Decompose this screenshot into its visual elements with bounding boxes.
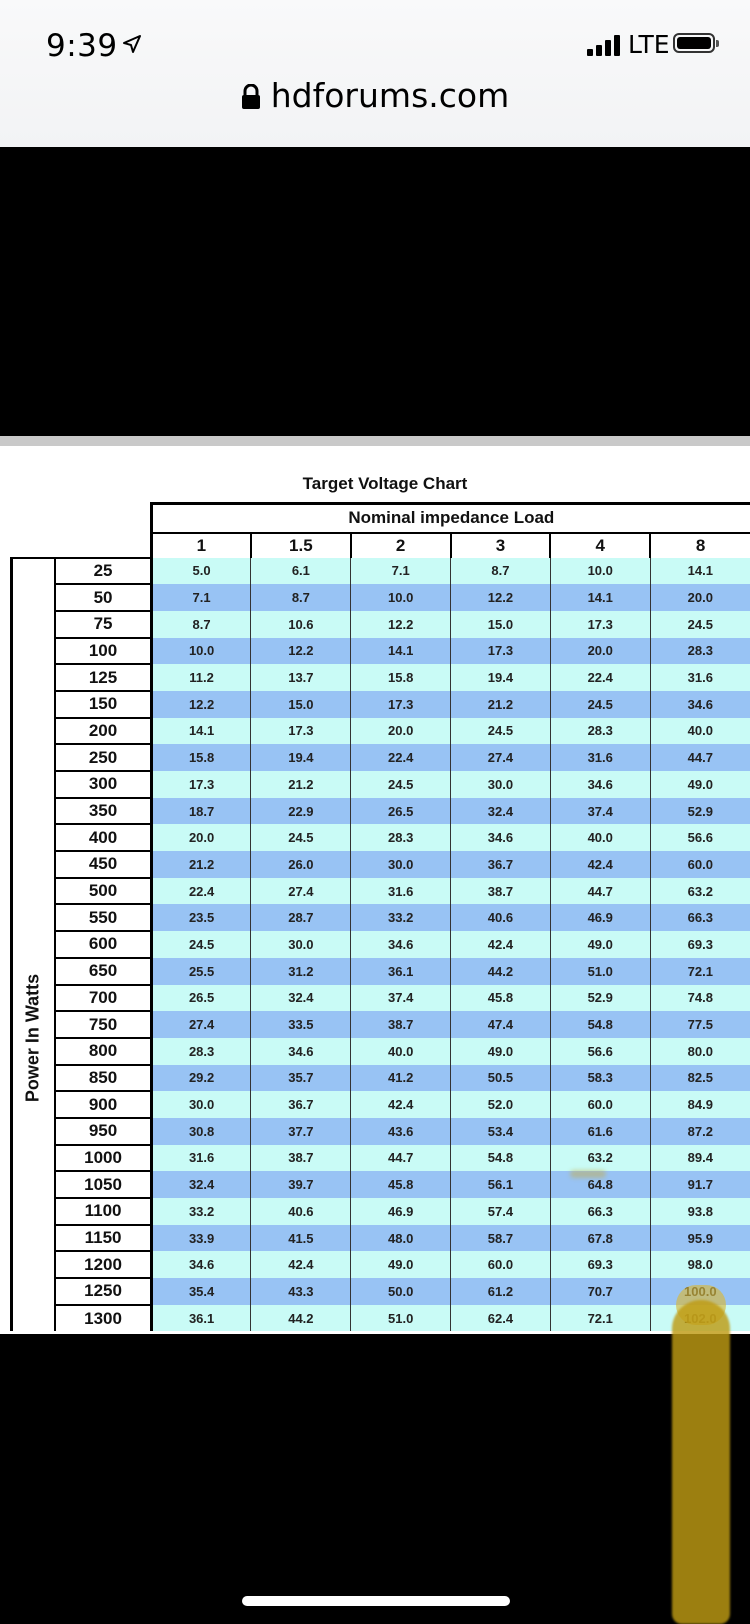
- voltage-cell: 77.5: [650, 1011, 750, 1038]
- voltage-cell: 21.2: [251, 771, 351, 798]
- impedance-header-2: 1.5: [251, 533, 351, 558]
- voltage-cell: 56.6: [650, 824, 750, 851]
- watt-label: 25: [55, 558, 151, 585]
- voltage-cell: 28.7: [251, 904, 351, 931]
- table-row: [12, 558, 750, 585]
- voltage-cell: 49.0: [451, 1038, 551, 1065]
- voltage-cell: 24.5: [650, 611, 750, 638]
- voltage-cell: 27.4: [151, 1011, 251, 1038]
- voltage-cell: 19.4: [451, 664, 551, 691]
- voltage-cell: 80.0: [650, 1038, 750, 1065]
- voltage-cell: 58.7: [451, 1225, 551, 1252]
- address-bar[interactable]: [0, 76, 750, 118]
- impedance-header-5: 4: [550, 533, 650, 558]
- highlight-smudge: [570, 1170, 606, 1178]
- voltage-cell: 30.0: [251, 931, 351, 958]
- voltage-cell: 60.0: [451, 1251, 551, 1278]
- voltage-cell: 10.6: [251, 611, 351, 638]
- watt-label: 150: [55, 691, 151, 718]
- voltage-cell: 34.6: [251, 1038, 351, 1065]
- watt-label: 1300: [55, 1305, 151, 1332]
- voltage-cell: 28.3: [550, 718, 650, 745]
- voltage-cell: 7.1: [151, 584, 251, 611]
- voltage-cell: 17.3: [351, 691, 451, 718]
- voltage-cell: 46.9: [351, 1198, 451, 1225]
- voltage-cell: 15.0: [451, 611, 551, 638]
- voltage-cell: 67.8: [550, 1225, 650, 1252]
- row-axis-label: Power In Watts: [22, 973, 43, 1103]
- voltage-cell: 34.6: [550, 771, 650, 798]
- voltage-cell: 34.6: [351, 931, 451, 958]
- table-row: [12, 1065, 750, 1092]
- voltage-cell: 20.0: [650, 584, 750, 611]
- voltage-cell: 44.2: [451, 958, 551, 985]
- voltage-cell: 35.4: [151, 1278, 251, 1305]
- voltage-cell: 45.8: [351, 1171, 451, 1198]
- voltage-cell: 43.6: [351, 1118, 451, 1145]
- voltage-cell: 63.2: [650, 878, 750, 905]
- watt-label: 1200: [55, 1251, 151, 1278]
- voltage-cell: 72.1: [550, 1305, 650, 1332]
- voltage-cell: 22.4: [550, 664, 650, 691]
- voltage-cell: 60.0: [650, 851, 750, 878]
- voltage-cell: 69.3: [550, 1251, 650, 1278]
- watt-label: 125: [55, 664, 151, 691]
- voltage-cell: 10.0: [550, 558, 650, 585]
- browser-chrome: [0, 0, 750, 147]
- voltage-cell: 54.8: [451, 1145, 551, 1172]
- watt-label: 650: [55, 958, 151, 985]
- voltage-cell: 66.3: [550, 1198, 650, 1225]
- voltage-cell: 22.4: [151, 878, 251, 905]
- voltage-cell: 44.7: [351, 1145, 451, 1172]
- table-row: [12, 904, 750, 931]
- voltage-cell: 27.4: [251, 878, 351, 905]
- voltage-cell: 26.5: [151, 985, 251, 1012]
- voltage-cell: 42.4: [451, 931, 551, 958]
- voltage-cell: 52.0: [451, 1091, 551, 1118]
- table-row: [12, 638, 750, 665]
- table-row: [12, 878, 750, 905]
- table-row: [12, 1091, 750, 1118]
- voltage-cell: 17.3: [151, 771, 251, 798]
- table-row: [12, 1038, 750, 1065]
- voltage-cell: 61.6: [550, 1118, 650, 1145]
- watt-label: 250: [55, 744, 151, 771]
- voltage-cell: 13.7: [251, 664, 351, 691]
- voltage-cell: 41.2: [351, 1065, 451, 1092]
- impedance-header-3: 2: [351, 533, 451, 558]
- cellular-signal-icon: [587, 34, 623, 56]
- watt-label: 550: [55, 904, 151, 931]
- voltage-cell: 33.9: [151, 1225, 251, 1252]
- voltage-cell: 33.2: [151, 1198, 251, 1225]
- impedance-header-1: 1: [151, 533, 251, 558]
- watt-label: 950: [55, 1118, 151, 1145]
- voltage-cell: 26.5: [351, 798, 451, 825]
- table-row: [12, 771, 750, 798]
- voltage-cell: 35.7: [251, 1065, 351, 1092]
- voltage-cell: 39.7: [251, 1171, 351, 1198]
- location-arrow-icon: [122, 26, 142, 62]
- voltage-cell: 22.4: [351, 744, 451, 771]
- voltage-cell: 30.0: [151, 1091, 251, 1118]
- watt-label: 200: [55, 718, 151, 745]
- voltage-cell: 49.0: [550, 931, 650, 958]
- voltage-cell: 19.4: [251, 744, 351, 771]
- voltage-cell: 64.8: [550, 1171, 650, 1198]
- voltage-cell: 12.2: [151, 691, 251, 718]
- voltage-cell: 33.2: [351, 904, 451, 931]
- voltage-cell: 31.6: [650, 664, 750, 691]
- watt-label: 700: [55, 985, 151, 1012]
- voltage-cell: 31.6: [351, 878, 451, 905]
- voltage-cell: 21.2: [451, 691, 551, 718]
- voltage-cell: 98.0: [650, 1251, 750, 1278]
- voltage-cell: 28.3: [151, 1038, 251, 1065]
- voltage-cell: 20.0: [151, 824, 251, 851]
- table-row: [12, 931, 750, 958]
- watt-label: 1150: [55, 1225, 151, 1252]
- voltage-cell: 34.6: [650, 691, 750, 718]
- voltage-cell: 49.0: [351, 1251, 451, 1278]
- watt-label: 850: [55, 1065, 151, 1092]
- voltage-cell: 36.7: [251, 1091, 351, 1118]
- voltage-cell: 5.0: [151, 558, 251, 585]
- voltage-cell: 40.0: [650, 718, 750, 745]
- impedance-header-6: 8: [650, 533, 750, 558]
- voltage-cell: 28.3: [650, 638, 750, 665]
- voltage-cell: 36.7: [451, 851, 551, 878]
- voltage-cell: 31.6: [550, 744, 650, 771]
- voltage-cell: 40.0: [351, 1038, 451, 1065]
- chart-title: Target Voltage Chart: [302, 474, 468, 493]
- voltage-cell: 56.1: [451, 1171, 551, 1198]
- voltage-chart-image: [0, 446, 750, 1334]
- table-row: [12, 1305, 750, 1332]
- voltage-cell: 74.8: [650, 985, 750, 1012]
- voltage-cell: 8.7: [251, 584, 351, 611]
- voltage-cell: 24.5: [151, 931, 251, 958]
- table-row: [12, 691, 750, 718]
- voltage-cell: 15.8: [351, 664, 451, 691]
- voltage-cell: 37.7: [251, 1118, 351, 1145]
- row-axis-cell: [12, 558, 56, 1332]
- voltage-cell: 60.0: [550, 1091, 650, 1118]
- status-time: [46, 26, 142, 64]
- voltage-cell: 25.5: [151, 958, 251, 985]
- voltage-cell: 30.8: [151, 1118, 251, 1145]
- voltage-cell: 21.2: [151, 851, 251, 878]
- watt-label: 600: [55, 931, 151, 958]
- watt-label: 450: [55, 851, 151, 878]
- voltage-cell: 38.7: [251, 1145, 351, 1172]
- voltage-cell: 34.6: [151, 1251, 251, 1278]
- voltage-cell: 40.6: [451, 904, 551, 931]
- table-row: [12, 958, 750, 985]
- voltage-cell: 84.9: [650, 1091, 750, 1118]
- lock-icon: [241, 79, 261, 118]
- table-row: [12, 664, 750, 691]
- table-row: [12, 1225, 750, 1252]
- voltage-cell: 54.8: [550, 1011, 650, 1038]
- watt-label: 1250: [55, 1278, 151, 1305]
- voltage-cell: 47.4: [451, 1011, 551, 1038]
- voltage-cell: 51.0: [351, 1305, 451, 1332]
- voltage-cell: 53.4: [451, 1118, 551, 1145]
- voltage-cell: 24.5: [251, 824, 351, 851]
- voltage-cell: 33.5: [251, 1011, 351, 1038]
- voltage-cell: 30.0: [351, 851, 451, 878]
- voltage-cell: 24.5: [451, 718, 551, 745]
- battery-icon: [673, 33, 715, 53]
- voltage-cell: 91.7: [650, 1171, 750, 1198]
- voltage-cell: 40.6: [251, 1198, 351, 1225]
- watt-label: 400: [55, 824, 151, 851]
- voltage-cell: 42.4: [251, 1251, 351, 1278]
- voltage-cell: 38.7: [451, 878, 551, 905]
- voltage-cell: 52.9: [550, 985, 650, 1012]
- voltage-cell: 95.9: [650, 1225, 750, 1252]
- voltage-cell: 7.1: [351, 558, 451, 585]
- watt-label: 500: [55, 878, 151, 905]
- voltage-cell: 56.6: [550, 1038, 650, 1065]
- voltage-cell: 14.1: [151, 718, 251, 745]
- voltage-cell: 62.4: [451, 1305, 551, 1332]
- highlighter-mark: [672, 1300, 730, 1624]
- voltage-cell: 57.4: [451, 1198, 551, 1225]
- voltage-cell: 44.7: [650, 744, 750, 771]
- voltage-cell: 37.4: [550, 798, 650, 825]
- voltage-cell: 48.0: [351, 1225, 451, 1252]
- voltage-cell: 34.6: [451, 824, 551, 851]
- voltage-cell: 89.4: [650, 1145, 750, 1172]
- voltage-cell: 51.0: [550, 958, 650, 985]
- voltage-cell: 24.5: [351, 771, 451, 798]
- watt-label: 1000: [55, 1145, 151, 1172]
- voltage-cell: 41.5: [251, 1225, 351, 1252]
- voltage-cell: 32.4: [151, 1171, 251, 1198]
- voltage-cell: 63.2: [550, 1145, 650, 1172]
- voltage-cell: 61.2: [451, 1278, 551, 1305]
- voltage-cell: 50.0: [351, 1278, 451, 1305]
- voltage-cell: 14.1: [351, 638, 451, 665]
- voltage-cell: 31.6: [151, 1145, 251, 1172]
- status-time-text: 9:39: [46, 28, 118, 64]
- voltage-cell: 58.3: [550, 1065, 650, 1092]
- voltage-cell: 18.7: [151, 798, 251, 825]
- table-row: [12, 584, 750, 611]
- voltage-cell: 22.9: [251, 798, 351, 825]
- voltage-cell: 38.7: [351, 1011, 451, 1038]
- voltage-cell: 93.8: [650, 1198, 750, 1225]
- voltage-cell: 40.0: [550, 824, 650, 851]
- voltage-cell: 12.2: [351, 611, 451, 638]
- voltage-cell: 17.3: [550, 611, 650, 638]
- table-row: [12, 851, 750, 878]
- voltage-cell: 43.3: [251, 1278, 351, 1305]
- voltage-cell: 15.0: [251, 691, 351, 718]
- voltage-cell: 8.7: [451, 558, 551, 585]
- voltage-cell: 12.2: [451, 584, 551, 611]
- voltage-cell: 49.0: [650, 771, 750, 798]
- watt-label: 300: [55, 771, 151, 798]
- voltage-cell: 24.5: [550, 691, 650, 718]
- table-row: [12, 718, 750, 745]
- voltage-cell: 30.0: [451, 771, 551, 798]
- voltage-cell: 72.1: [650, 958, 750, 985]
- voltage-cell: 29.2: [151, 1065, 251, 1092]
- voltage-cell: 17.3: [251, 718, 351, 745]
- voltage-cell: 17.3: [451, 638, 551, 665]
- voltage-cell: 82.5: [650, 1065, 750, 1092]
- table-row: [12, 1145, 750, 1172]
- voltage-cell: 14.1: [550, 584, 650, 611]
- voltage-cell: 87.2: [650, 1118, 750, 1145]
- table-row: [12, 611, 750, 638]
- table-row: [12, 744, 750, 771]
- table-row: [12, 798, 750, 825]
- voltage-cell: 20.0: [550, 638, 650, 665]
- table-row: [12, 1251, 750, 1278]
- watt-label: 800: [55, 1038, 151, 1065]
- watt-label: 50: [55, 584, 151, 611]
- divider: [0, 436, 750, 446]
- watt-label: 1100: [55, 1198, 151, 1225]
- column-group-header: Nominal impedance Load: [151, 504, 750, 533]
- voltage-cell: 46.9: [550, 904, 650, 931]
- table-row: [12, 985, 750, 1012]
- voltage-cell: 69.3: [650, 931, 750, 958]
- table-row: [12, 824, 750, 851]
- voltage-cell: 31.2: [251, 958, 351, 985]
- voltage-cell: 15.8: [151, 744, 251, 771]
- voltage-cell: 10.0: [351, 584, 451, 611]
- voltage-cell: 44.2: [251, 1305, 351, 1332]
- network-type: LTE: [628, 30, 670, 59]
- voltage-cell: 52.9: [650, 798, 750, 825]
- voltage-cell: 50.5: [451, 1065, 551, 1092]
- table-row: [12, 1118, 750, 1145]
- impedance-header-4: 3: [451, 533, 551, 558]
- url-text: hdforums.com: [270, 76, 510, 115]
- voltage-cell: 26.0: [251, 851, 351, 878]
- watt-label: 750: [55, 1011, 151, 1038]
- voltage-cell: 45.8: [451, 985, 551, 1012]
- voltage-cell: 12.2: [251, 638, 351, 665]
- voltage-cell: 6.1: [251, 558, 351, 585]
- voltage-cell: 11.2: [151, 664, 251, 691]
- voltage-cell: 70.7: [550, 1278, 650, 1305]
- watt-label: 100: [55, 638, 151, 665]
- voltage-cell: 42.4: [351, 1091, 451, 1118]
- voltage-cell: 36.1: [151, 1305, 251, 1332]
- watt-label: 1050: [55, 1171, 151, 1198]
- voltage-cell: 14.1: [650, 558, 750, 585]
- watt-label: 75: [55, 611, 151, 638]
- voltage-cell: 37.4: [351, 985, 451, 1012]
- voltage-cell: 23.5: [151, 904, 251, 931]
- table-row: [12, 1198, 750, 1225]
- table-row: [12, 1278, 750, 1305]
- table-row: [12, 1171, 750, 1198]
- voltage-cell: 66.3: [650, 904, 750, 931]
- voltage-cell: 10.0: [151, 638, 251, 665]
- table-row: [12, 1011, 750, 1038]
- watt-label: 900: [55, 1091, 151, 1118]
- voltage-cell: 32.4: [451, 798, 551, 825]
- watt-label: 350: [55, 798, 151, 825]
- voltage-cell: 8.7: [151, 611, 251, 638]
- voltage-table: [10, 502, 750, 1331]
- voltage-cell: 20.0: [351, 718, 451, 745]
- voltage-cell: 28.3: [351, 824, 451, 851]
- voltage-cell: 32.4: [251, 985, 351, 1012]
- voltage-cell: 36.1: [351, 958, 451, 985]
- home-indicator[interactable]: [242, 1596, 510, 1606]
- voltage-cell: 44.7: [550, 878, 650, 905]
- voltage-cell: 42.4: [550, 851, 650, 878]
- voltage-cell: 27.4: [451, 744, 551, 771]
